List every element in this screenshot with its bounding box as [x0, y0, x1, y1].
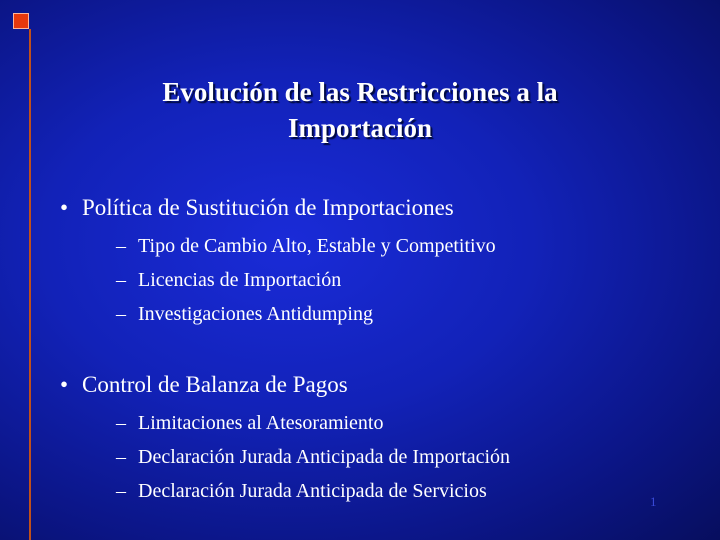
bullet-group — [60, 369, 700, 508]
sub-bullet-list — [60, 229, 700, 331]
bullet-dot-icon: • — [60, 195, 69, 220]
sub-bullet-list — [60, 406, 700, 508]
sub-bullet-item — [116, 406, 700, 440]
bullet-group — [60, 192, 700, 331]
sub-bullet-text: Declaración Jurada Anticipada de Importación — [138, 446, 511, 468]
corner-square-decoration — [13, 13, 29, 29]
sub-bullet-item — [116, 297, 700, 331]
slide-title-line-2: Importación — [288, 113, 432, 143]
sub-bullet-item — [116, 474, 700, 508]
bullet-item — [60, 369, 700, 401]
bullet-item — [60, 192, 700, 224]
sub-bullet-item — [116, 229, 700, 263]
slide-title-line-1: Evolución de las Restricciones a la — [162, 77, 558, 107]
sub-bullet-text: Licencias de Importación — [138, 269, 342, 291]
left-rule-decoration — [29, 29, 31, 540]
dash-icon: – — [116, 446, 126, 468]
dash-icon: – — [116, 235, 126, 257]
bullet-text: Control de Balanza de Pagos — [82, 372, 348, 397]
sub-bullet-text: Tipo de Cambio Alto, Estable y Competitivo — [138, 235, 496, 257]
slide-title — [60, 74, 660, 146]
sub-bullet-text: Investigaciones Antidumping — [138, 303, 373, 325]
bullet-dot-icon: • — [60, 372, 69, 397]
sub-bullet-text: Limitaciones al Atesoramiento — [138, 412, 384, 434]
bullet-list — [60, 192, 700, 508]
page-number: 1 — [650, 494, 657, 509]
dash-icon: – — [116, 480, 126, 502]
sub-bullet-item — [116, 263, 700, 297]
dash-icon: – — [116, 412, 126, 434]
sub-bullet-item — [116, 440, 700, 474]
dash-icon: – — [116, 269, 126, 291]
bullet-text: Política de Sustitución de Importaciones — [82, 195, 454, 220]
sub-bullet-text: Declaración Jurada Anticipada de Servicios — [138, 480, 487, 502]
dash-icon: – — [116, 303, 126, 325]
